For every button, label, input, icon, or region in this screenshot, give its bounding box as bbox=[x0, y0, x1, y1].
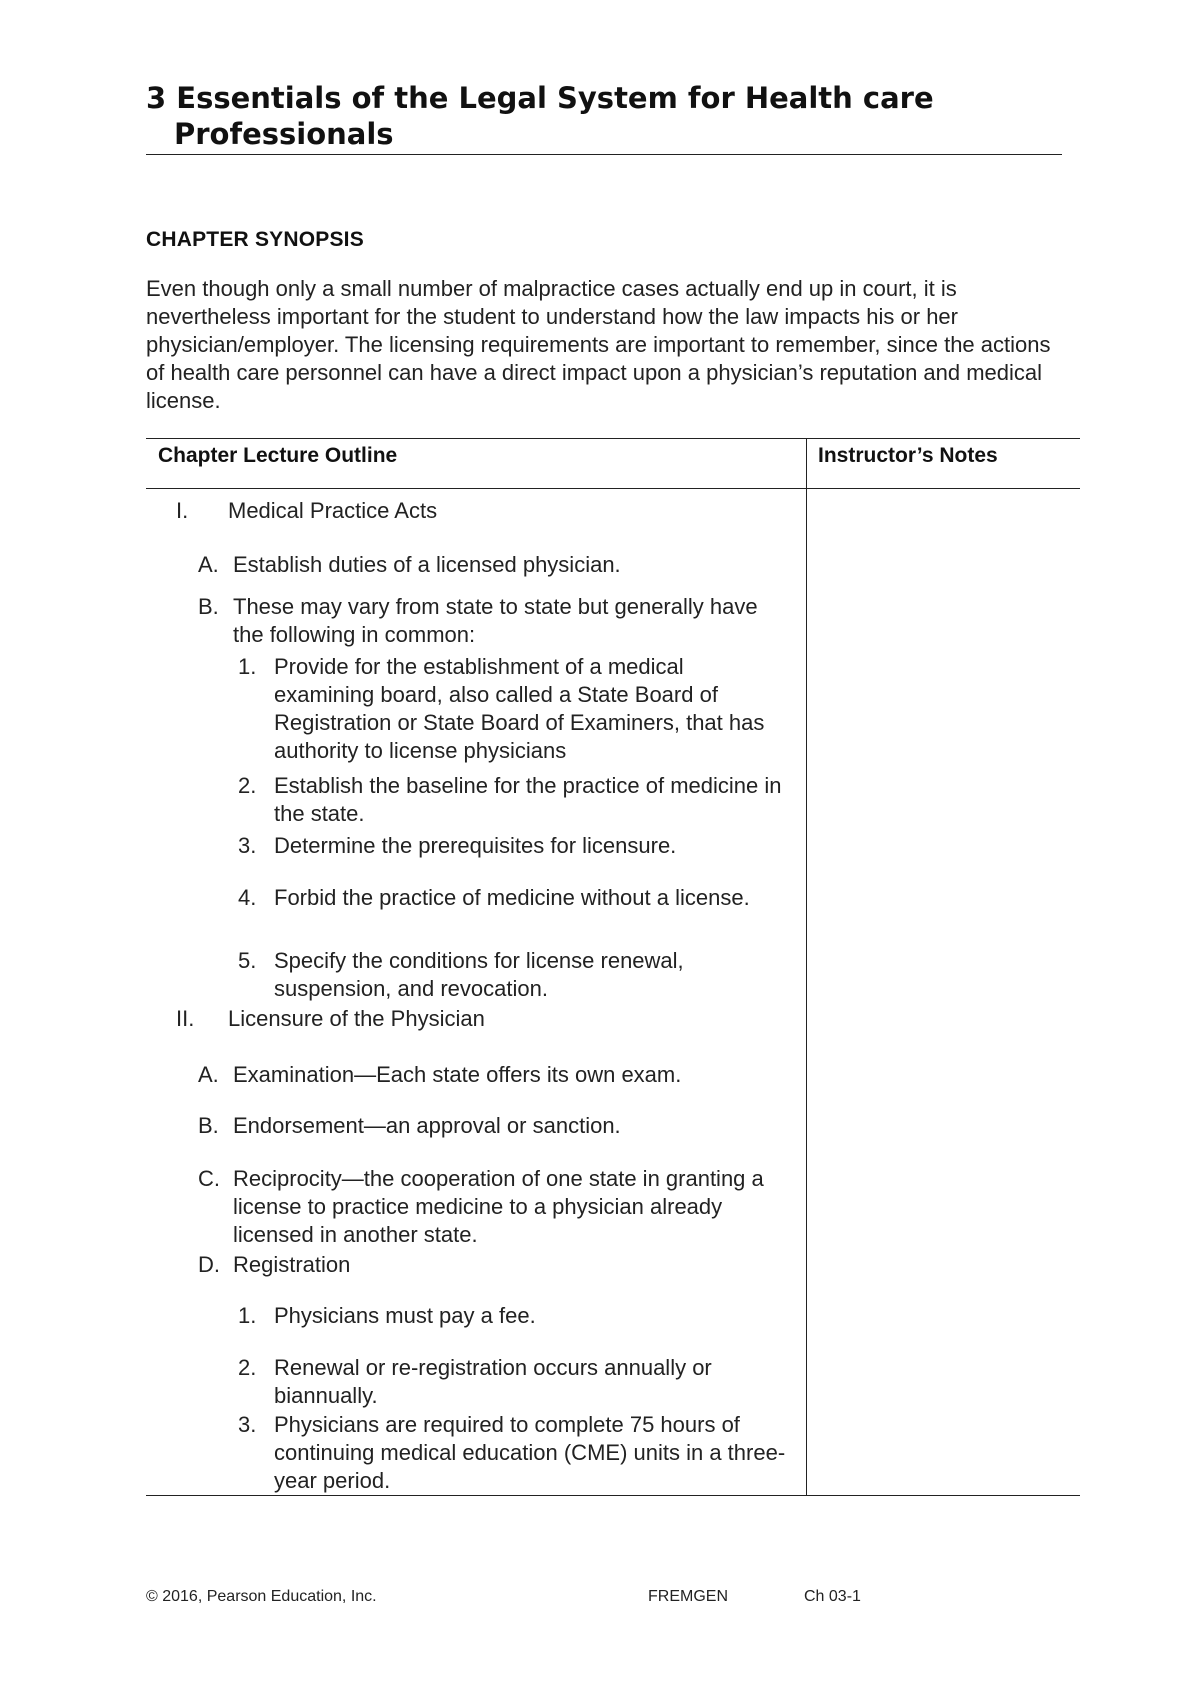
outline-text: Forbid the practice of medicine without a license. bbox=[274, 885, 750, 910]
outline-marker: B. bbox=[198, 1113, 219, 1138]
outline-marker: C. bbox=[198, 1166, 220, 1191]
column-header-outline: Chapter Lecture Outline bbox=[158, 444, 398, 467]
outline-marker: I. bbox=[176, 498, 189, 523]
header-rule bbox=[146, 488, 1080, 489]
outline-marker: 1. bbox=[238, 654, 257, 679]
outline-text: Physicians must pay a fee. bbox=[274, 1303, 536, 1328]
outline-marker: B. bbox=[198, 594, 219, 619]
chapter-title bbox=[146, 80, 1062, 152]
outline-item bbox=[238, 653, 786, 765]
outline-item bbox=[238, 1411, 786, 1495]
outline-item bbox=[238, 1354, 786, 1410]
outline-marker: 2. bbox=[238, 773, 257, 798]
outline-text: Reciprocity—the cooperation of one state in granting a license to practice medicine to a physician already licensed in another state. bbox=[233, 1166, 764, 1247]
outline-text: Establish the baseline for the practice of medicine in the state. bbox=[274, 773, 782, 826]
synopsis-paragraph: Even though only a small number of malpractice cases actually end up in court, it is nevertheless important for the student to understand how the law impacts his or her physician/employer. The licensing requirements are important to remember, since the actions of health care personnel can have a direct impact upon a physician’s reputation and medical license. bbox=[146, 276, 1051, 413]
outline-item bbox=[198, 1165, 786, 1249]
outline-item bbox=[238, 832, 786, 860]
outline-marker: II. bbox=[176, 1006, 195, 1031]
outline-marker: 3. bbox=[238, 833, 257, 858]
outline-text: Determine the prerequisites for licensure. bbox=[274, 833, 677, 858]
footer-page-number: Ch 03-1 bbox=[804, 1588, 861, 1605]
outline-item bbox=[176, 497, 786, 525]
outline-item bbox=[176, 1005, 786, 1033]
outline-text: Establish duties of a licensed physician. bbox=[233, 552, 621, 577]
outline-item bbox=[198, 1251, 786, 1279]
outline-item bbox=[238, 884, 786, 912]
column-header-notes: Instructor’s Notes bbox=[818, 444, 998, 467]
outline-marker: D. bbox=[198, 1252, 220, 1277]
outline-item bbox=[238, 772, 786, 828]
footer-author: FREMGEN bbox=[648, 1588, 728, 1605]
outline-marker: 3. bbox=[238, 1412, 257, 1437]
outline-text: Renewal or re-registration occurs annually or biannually. bbox=[274, 1355, 712, 1408]
outline-text: Examination—Each state offers its own exam. bbox=[233, 1062, 682, 1087]
outline-text: Registration bbox=[233, 1252, 351, 1277]
outline-item bbox=[198, 1112, 786, 1140]
outline-text: Specify the conditions for license renewal, suspension, and revocation. bbox=[274, 948, 684, 1001]
outline-marker: 2. bbox=[238, 1355, 257, 1380]
outline-marker: A. bbox=[198, 552, 219, 577]
outline-marker: 5. bbox=[238, 948, 257, 973]
outline-item bbox=[238, 1302, 786, 1330]
outline-table bbox=[146, 438, 1080, 1496]
footer-copyright: © 2016, Pearson Education, Inc. bbox=[146, 1588, 377, 1605]
outline-item bbox=[198, 593, 786, 649]
outline-text: Endorsement—an approval or sanction. bbox=[233, 1113, 621, 1138]
outline-marker: 1. bbox=[238, 1303, 257, 1328]
outline-marker: A. bbox=[198, 1062, 219, 1087]
outline-text: Licensure of the Physician bbox=[228, 1006, 485, 1031]
chapter-title-line-2: Professionals bbox=[174, 117, 394, 151]
column-divider bbox=[806, 439, 807, 1495]
outline-item bbox=[198, 1061, 786, 1089]
outline-marker: 4. bbox=[238, 885, 257, 910]
outline-text: Physicians are required to complete 75 hours of continuing medical education (CME) units in a three-year period. bbox=[274, 1412, 786, 1493]
outline-item bbox=[198, 551, 786, 579]
outline-text: Provide for the establishment of a medical examining board, also called a State Board of Registration or State Board of Examiners, that has authority to license physicians bbox=[274, 654, 765, 763]
synopsis-heading: CHAPTER SYNOPSIS bbox=[146, 228, 364, 251]
title-underline bbox=[146, 154, 1062, 155]
outline-item bbox=[238, 947, 786, 1003]
chapter-title-line-1: 3 Essentials of the Legal System for Health care bbox=[146, 81, 934, 115]
outline-text: Medical Practice Acts bbox=[228, 498, 438, 523]
outline-text: These may vary from state to state but generally have the following in common: bbox=[233, 594, 758, 647]
